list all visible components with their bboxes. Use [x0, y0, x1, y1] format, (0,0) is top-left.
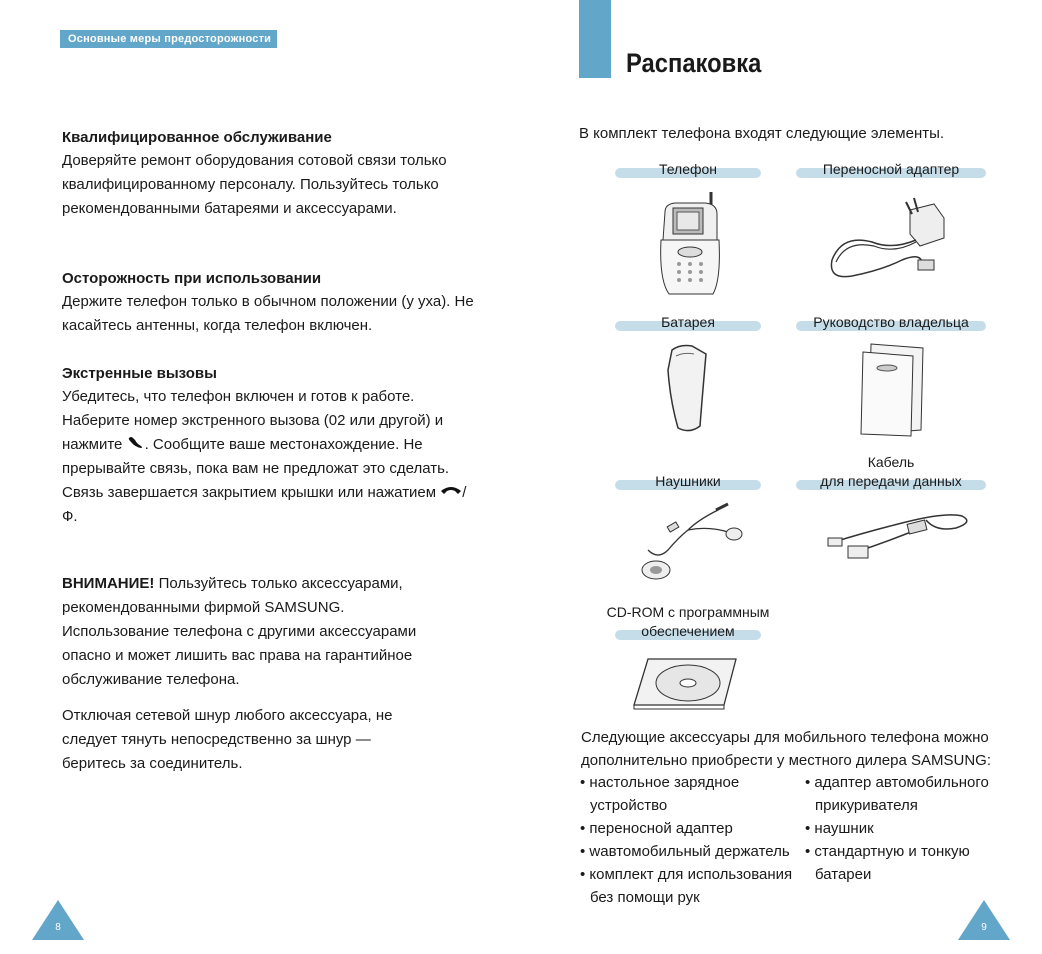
section-text: Держите телефон только в обычном положении (у уха). Не касайтесь антенны, когда телефон включен. — [62, 293, 474, 334]
item-label-phone: Телефон — [658, 161, 718, 177]
section-emergency-calls — [62, 362, 482, 529]
page-number-badge-left — [32, 900, 84, 940]
emergency-text-3: /Ф. — [62, 484, 467, 526]
section-text — [62, 385, 472, 529]
section-text: Доверяйте ремонт оборудования сотовой связи только квалифицированному персоналу. Пользуйтесь только рекомендованными батареями и аксессуарами. — [62, 152, 447, 217]
accessories-list-2 — [805, 771, 1005, 886]
item-label-headset: Наушники — [655, 473, 721, 489]
list-item: • переносной адаптер — [580, 820, 733, 837]
section-heading: Квалифицированное обслуживание — [62, 129, 332, 146]
phone-illustration — [655, 190, 725, 300]
battery-illustration — [660, 340, 720, 440]
list-item: • адаптер автомобильного прикуривателя — [805, 774, 989, 814]
list-item: • стандартную и тонкую батареи — [805, 843, 970, 883]
section-heading: Экстренные вызовы — [62, 365, 217, 382]
list-item: • комплект для использования без помощи рук — [580, 866, 793, 906]
item-label-cdrom-1: CD-ROM с программным — [606, 604, 770, 620]
item-label-manual: Руководство владельца — [813, 314, 969, 330]
page-title: Распаковка — [626, 48, 762, 78]
page-number-left: 8 — [55, 922, 61, 933]
manual-illustration — [855, 338, 935, 438]
send-key-icon — [127, 433, 145, 457]
section-qualified-service — [62, 126, 482, 221]
list-item: • настольное зарядное устройство — [580, 774, 740, 814]
accessories-intro: Следующие аксессуары для мобильного телефона можно дополнительно приобрести у местного дилера SAMSUNG: — [581, 729, 991, 769]
data-cable-illustration — [826, 502, 976, 562]
page-number-badge-right — [958, 900, 1010, 940]
section-usage-caution — [62, 267, 482, 338]
warning-label: ВНИМАНИЕ! — [62, 575, 155, 592]
list-item: • wавтомобильный держатель — [580, 843, 790, 860]
title-accent-bar — [579, 0, 611, 78]
cdrom-illustration — [632, 655, 738, 711]
adapter-illustration — [822, 190, 952, 290]
section-tab: Основные меры предосторожности — [60, 30, 277, 48]
item-label-battery: Батарея — [661, 314, 715, 330]
section-heading: Осторожность при использовании — [62, 270, 322, 287]
item-label-cable-1: Кабель — [867, 454, 915, 470]
accessories-list-1 — [580, 771, 800, 909]
cord-note: Отключая сетевой шнур любого аксессуара, не следует тянуть непосредственно за шнур — беритесь за соединитель. — [62, 707, 393, 772]
end-key-icon — [440, 481, 462, 505]
item-label-cdrom-2: обеспечением — [641, 623, 735, 639]
item-label-cable-2: для передачи данных — [820, 473, 962, 489]
warning-block — [62, 572, 452, 692]
emergency-text-2: . Сообщите ваше местонахождение. Не прерывайте связь, пока вам не предложат это сделать. Связь завершается закрытием крышки или нажатием — [62, 436, 450, 502]
item-label-adapter: Переносной адаптер — [822, 161, 960, 177]
headset-illustration — [628, 500, 748, 595]
list-item: • наушник — [805, 820, 874, 837]
page-number-right: 9 — [981, 922, 987, 933]
package-intro: В комплект телефона входят следующие элементы. — [579, 125, 945, 142]
emergency-text-1: Убедитесь, что телефон включен и готов к работе. Наберите номер экстренного вызова (02 или другой) и нажмите — [62, 388, 444, 453]
warning-text: Пользуйтесь только аксессуарами, рекомендованными фирмой SAMSUNG. Использование телефона с другими аксессуарами опасно и может лишить вас права на гарантийное обслуживание телефона. — [62, 575, 417, 688]
